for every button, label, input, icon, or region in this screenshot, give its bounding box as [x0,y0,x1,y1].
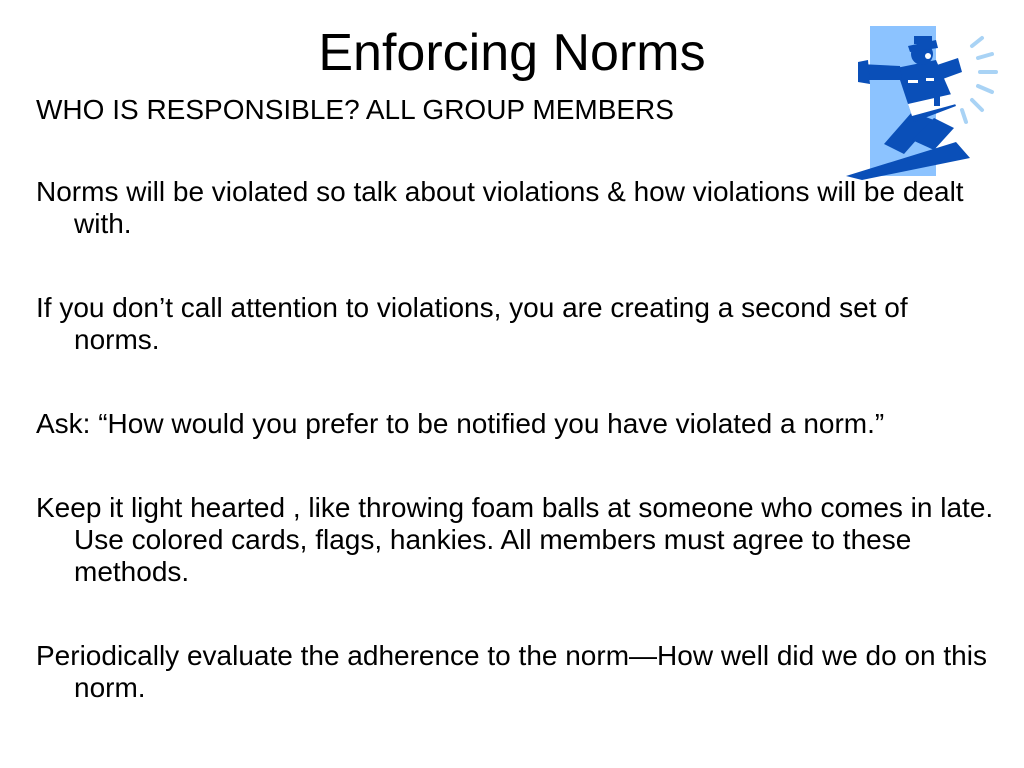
bullet-item: Keep it light hearted , like throwing foam balls at someone who comes in late. Use colored cards, flags, hankies. All members must agree to these methods. [36,492,994,587]
bullet-item: WHO IS RESPONSIBLE? ALL GROUP MEMBERS [36,94,674,125]
slide-title: Enforcing Norms [318,24,706,82]
bullet-item: Norms will be violated so talk about violations & how violations will be dealt with. [36,176,964,239]
bullet-item: If you don’t call attention to violations, you are creating a second set of norms. [36,292,908,355]
bullet-list [36,94,996,756]
bullet-item: Periodically evaluate the adherence to the norm—How well did we do on this norm. [36,640,987,703]
bullet-item: Ask: “How would you prefer to be notified you have violated a norm.” [36,408,885,439]
